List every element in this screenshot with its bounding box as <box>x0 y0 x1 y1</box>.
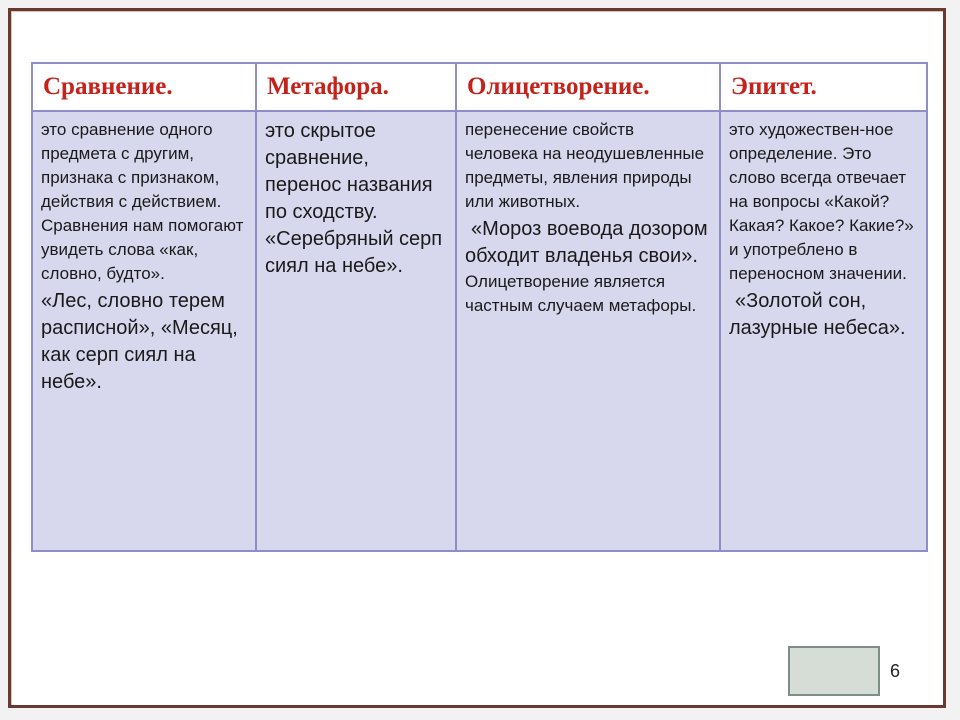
cell-epithet <box>720 111 927 551</box>
table-body-row <box>32 111 927 551</box>
header-epithet: Эпитет. <box>720 63 927 111</box>
metaphor-example: «Серебряный серп сиял на небе». <box>265 228 443 277</box>
personification-definition: перенесение свойств человека на неодушевленные предметы, явления природы или животных. <box>465 120 705 211</box>
epithet-example: «Золотой сон, лазурные небеса». <box>729 290 906 339</box>
comparison-example: «Лес, словно терем расписной», «Месяц, как серп сиял на небе». <box>41 290 238 393</box>
page-number-box <box>788 646 880 696</box>
header-comparison: Сравнение. <box>32 63 256 111</box>
page-number: 6 <box>890 661 901 681</box>
header-personification: Олицетворение. <box>456 63 720 111</box>
cell-personification <box>456 111 720 551</box>
cell-metaphor <box>256 111 456 551</box>
cell-comparison <box>32 111 256 551</box>
literary-devices-table <box>31 62 928 552</box>
table-header-row <box>32 63 927 111</box>
metaphor-definition: это скрытое сравнение, перенос названия по сходству. <box>265 120 433 223</box>
header-metaphor: Метафора. <box>256 63 456 111</box>
personification-note: Олицетворение является частным случаем метафоры. <box>465 272 697 315</box>
epithet-definition: это художествен-ное определение. Это слово всегда отвечает на вопросы «Какой? Какая? Какое? Какие?» и употреблено в переносном значении. <box>729 120 914 283</box>
personification-example: «Мороз воевода дозором обходит владенья свои». <box>465 218 708 267</box>
comparison-definition: это сравнение одного предмета с другим, признака с признаком, действия с действием. Сравнения нам помогают увидеть слова «как, словно, будто». <box>41 120 244 283</box>
